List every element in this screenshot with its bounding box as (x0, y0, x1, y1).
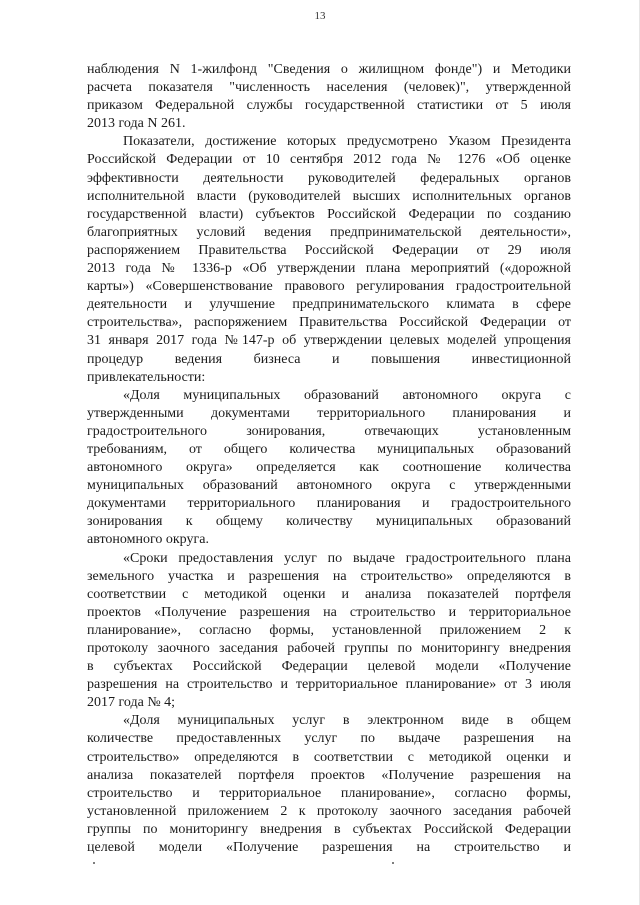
text-line: приказом Федеральной службы государственной статистики от 5 июля (87, 98, 571, 114)
text-line: Показатели, достижение которых предусмотрено Указом Президента (123, 134, 571, 150)
text-line: 2017 года № 4; (87, 695, 176, 711)
text-line: автономного округа» определяется как соотношение количества (87, 460, 571, 476)
document-body (87, 61, 571, 857)
text-line: муниципальных образований автономного округа с утвержденными (87, 478, 571, 494)
page-number: 13 (314, 10, 326, 22)
text-line: проектов «Получение разрешения на строительство и территориальное (87, 604, 571, 620)
text-line: в субъектах Российской Федерации целевой модели «Получение (87, 659, 571, 675)
text-line: «Доля муниципальных услуг в электронном виде в общем (123, 713, 571, 729)
text-line: земельного участка и разрешения на строительство» определяются в (87, 568, 571, 584)
scan-speck (392, 862, 394, 864)
text-line: разрешения на строительство и территориальное планирование» от 3 июля (87, 677, 571, 693)
text-line: Российской Федерации от 10 сентября 2012 года № 1276 «Об оценке (87, 152, 571, 168)
text-line: «Доля муниципальных образований автономного округа с (123, 387, 571, 403)
text-line: градостроительного зонирования, отвечающих установленным (87, 423, 571, 439)
text-line: благоприятных условий ведения предпринимательской деятельности», (87, 224, 571, 240)
text-line: требованиям, от общего количества муниципальных образований (87, 441, 571, 457)
text-line: документами территориального планирования и градостроительного (87, 496, 571, 512)
text-line: анализа показателей портфеля проектов «Получение разрешения на (87, 767, 571, 783)
text-line: 31 января 2017 года №147-р об утверждении целевых моделей упрощения (87, 333, 571, 349)
text-line: государственной власти) субъектов Российской Федерации по созданию (87, 206, 571, 222)
text-line: утвержденными документами территориального планирования и (87, 405, 571, 421)
text-line: расчета показателя "численность населения (человек)", утвержденной (87, 80, 571, 96)
text-line: деятельности и улучшение предпринимательского климата в сфере (87, 297, 571, 313)
text-line: целевой модели «Получение разрешения на строительство и (87, 840, 571, 856)
text-line: количестве предоставленных услуг по выдаче разрешения на (87, 731, 571, 747)
text-line: 2013 года № 1336-р «Об утверждении плана мероприятий («дорожной (87, 261, 571, 277)
text-line: строительство и территориальное планирование», согласно формы, (87, 785, 571, 801)
text-line: исполнительной власти (руководителей высших исполнительных органов (87, 188, 571, 204)
text-line: автономного округа. (87, 532, 209, 548)
text-line: 2013 года N 261. (87, 116, 186, 132)
text-line: планирование», согласно формы, установленной приложением 2 к (87, 622, 571, 638)
text-line: карты») «Совершенствование правового регулирования градостроительной (87, 279, 571, 295)
text-line: строительство» определяются в соответствии с методикой оценки и (87, 749, 571, 765)
text-line: «Сроки предоставления услуг по выдаче градостроительного плана (123, 550, 571, 566)
text-line: соответствии с методикой оценки и анализа показателей портфеля (87, 586, 571, 602)
text-line: установленной приложением 2 к протоколу заочного заседания рабочей (87, 803, 571, 819)
scan-speck (93, 862, 95, 864)
text-line: привлекательности: (87, 369, 206, 385)
text-line: процедур ведения бизнеса и повышения инвестиционной (87, 351, 571, 367)
text-line: протоколу заочного заседания рабочей группы по мониторингу внедрения (87, 641, 571, 656)
text-line: группы по мониторингу внедрения в субъектах Российской Федерации (87, 821, 571, 837)
text-line: распоряжением Правительства Российской Федерации от 29 июля (87, 242, 571, 258)
text-line: зонирования к общему количеству муниципальных образований (87, 514, 571, 530)
text-line: строительства», распоряжением Правительства Российской Федерации от (87, 315, 571, 331)
text-line: эффективности деятельности руководителей федеральных органов (87, 170, 571, 186)
text-line: наблюдения N 1-жилфонд "Сведения о жилищном фонде") и Методики (87, 62, 571, 77)
